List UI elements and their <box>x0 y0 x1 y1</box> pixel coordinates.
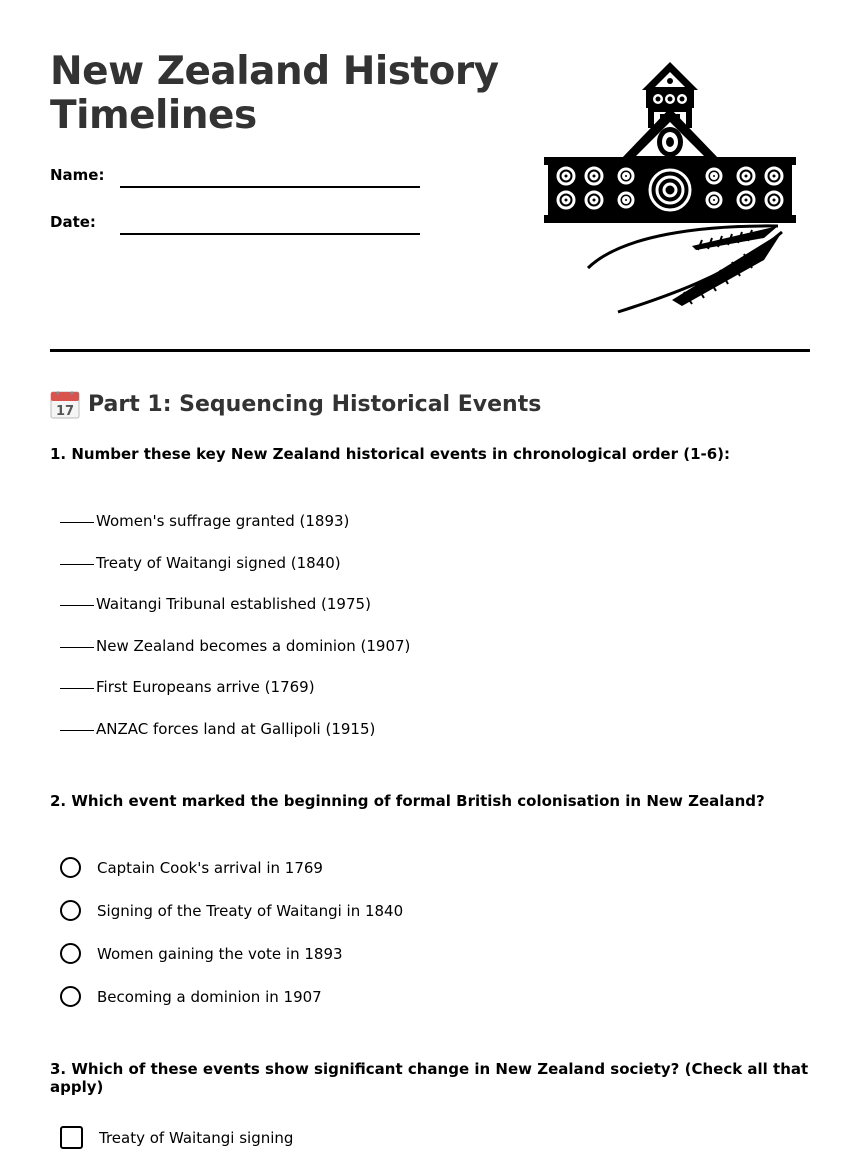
name-label: Name: <box>50 166 105 184</box>
calendar-number: 17 <box>55 404 75 419</box>
title-line-1: New Zealand History <box>50 49 499 94</box>
checkbox-option[interactable]: Treaty of Waitangi signing <box>60 1126 293 1149</box>
question-2: 2. Which event marked the beginning of formal British colonisation in New Zealand? <box>50 792 765 810</box>
header-divider <box>50 349 810 352</box>
sequence-blank[interactable] <box>60 522 94 523</box>
question-3: 3. Which of these events show significant change in New Zealand society? (Check all that apply) <box>50 1060 809 1096</box>
sequence-item: First Europeans arrive (1769) <box>60 678 315 696</box>
date-field[interactable] <box>120 233 420 235</box>
calendar-icon <box>50 389 80 419</box>
sequence-blank[interactable] <box>60 730 94 731</box>
sequence-item: Women's suffrage granted (1893) <box>60 512 349 530</box>
radio-button[interactable] <box>60 900 81 921</box>
checkbox[interactable] <box>60 1126 83 1149</box>
radio-option[interactable]: Women gaining the vote in 1893 <box>60 943 343 964</box>
radio-option[interactable]: Becoming a dominion in 1907 <box>60 986 322 1007</box>
radio-button[interactable] <box>60 857 81 878</box>
worksheet-title <box>50 50 499 138</box>
part1-heading <box>50 389 541 419</box>
sequence-blank[interactable] <box>60 605 94 606</box>
sequence-item: ANZAC forces land at Gallipoli (1915) <box>60 720 375 738</box>
question-1: 1. Number these key New Zealand historical events in chronological order (1-6): <box>50 445 731 463</box>
sequence-item: Treaty of Waitangi signed (1840) <box>60 554 341 572</box>
sequence-blank[interactable] <box>60 564 94 565</box>
sequence-blank[interactable] <box>60 647 94 648</box>
radio-option[interactable]: Captain Cook's arrival in 1769 <box>60 857 323 878</box>
maori-whare-fern-icon <box>542 60 798 316</box>
sequence-blank[interactable] <box>60 688 94 689</box>
sequence-item: New Zealand becomes a dominion (1907) <box>60 637 410 655</box>
radio-button[interactable] <box>60 986 81 1007</box>
part1-title: Part 1: Sequencing Historical Events <box>88 391 542 417</box>
title-line-2: Timelines <box>50 93 257 138</box>
date-label: Date: <box>50 213 96 231</box>
radio-button[interactable] <box>60 943 81 964</box>
name-field[interactable] <box>120 186 420 188</box>
sequence-item: Waitangi Tribunal established (1975) <box>60 595 371 613</box>
radio-option[interactable]: Signing of the Treaty of Waitangi in 1840 <box>60 900 403 921</box>
